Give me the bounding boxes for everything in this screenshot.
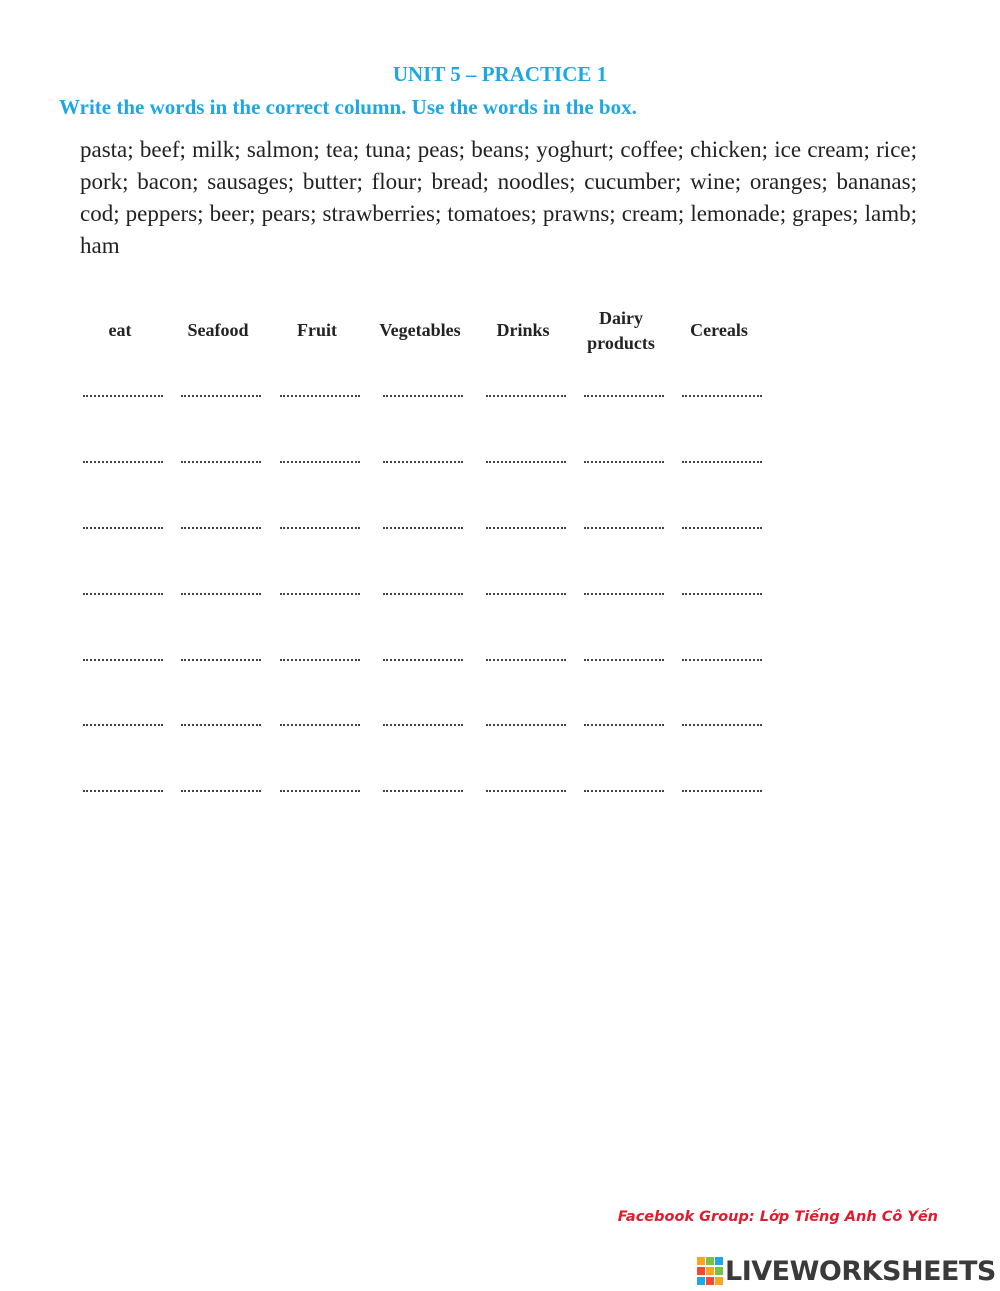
answer-blank[interactable]: [83, 657, 163, 661]
answer-blank[interactable]: [83, 393, 163, 397]
column-header-label: Fruit: [297, 320, 337, 340]
column-header-seafood: [163, 318, 273, 343]
column-header-label: Dairy: [599, 308, 643, 328]
answer-blank[interactable]: [280, 393, 360, 397]
answer-blank[interactable]: [181, 657, 261, 661]
answer-blank[interactable]: [584, 788, 664, 792]
answer-blank[interactable]: [584, 393, 664, 397]
answer-blank[interactable]: [181, 788, 261, 792]
liveworksheets-logo-icon: [697, 1257, 723, 1285]
answer-blank[interactable]: [682, 788, 762, 792]
column-header-cereals: [664, 318, 774, 343]
answer-blank[interactable]: [682, 657, 762, 661]
facebook-group-credit: Facebook Group: Lớp Tiếng Anh Cô Yến: [617, 1209, 938, 1225]
answer-blank[interactable]: [486, 591, 566, 595]
answer-blank[interactable]: [181, 525, 261, 529]
answer-blank[interactable]: [486, 788, 566, 792]
answer-blank[interactable]: [486, 722, 566, 726]
answer-blank[interactable]: [383, 722, 463, 726]
answer-blank[interactable]: [486, 393, 566, 397]
answer-blank[interactable]: [181, 722, 261, 726]
answer-blank[interactable]: [584, 525, 664, 529]
answer-blank[interactable]: [280, 657, 360, 661]
answer-blank[interactable]: [383, 525, 463, 529]
column-header-vegetables: [365, 318, 475, 343]
answer-blank[interactable]: [486, 657, 566, 661]
column-header-fruit: [262, 318, 372, 343]
column-header-label: Cereals: [690, 320, 748, 340]
answer-blank[interactable]: [181, 591, 261, 595]
liveworksheets-logo-text: LIVEWORKSHEETS: [725, 1255, 996, 1287]
answer-blank[interactable]: [383, 788, 463, 792]
answer-blank[interactable]: [83, 722, 163, 726]
answer-blank[interactable]: [682, 722, 762, 726]
answer-blank[interactable]: [83, 459, 163, 463]
answer-blank[interactable]: [383, 459, 463, 463]
column-header-label: Drinks: [496, 320, 550, 340]
answer-blank[interactable]: [682, 591, 762, 595]
answer-blank[interactable]: [280, 722, 360, 726]
column-header-label: Seafood: [187, 320, 249, 340]
answer-blank[interactable]: [486, 525, 566, 529]
answer-blank[interactable]: [280, 459, 360, 463]
worksheet-title: UNIT 5 – PRACTICE 1: [392, 62, 608, 86]
answer-blank[interactable]: [83, 591, 163, 595]
answer-blank[interactable]: [682, 525, 762, 529]
answer-blank[interactable]: [181, 459, 261, 463]
column-header-eat: [65, 318, 175, 343]
answer-blank[interactable]: [83, 525, 163, 529]
answer-blank[interactable]: [280, 525, 360, 529]
answer-blank[interactable]: [584, 591, 664, 595]
answer-blank[interactable]: [280, 788, 360, 792]
answer-blank[interactable]: [83, 788, 163, 792]
answer-blank[interactable]: [280, 591, 360, 595]
answer-blank[interactable]: [682, 393, 762, 397]
answer-blank[interactable]: [584, 657, 664, 661]
liveworksheets-logo: [697, 1255, 996, 1287]
answer-blank[interactable]: [383, 393, 463, 397]
column-header-label: Vegetables: [379, 320, 461, 340]
answer-blank[interactable]: [383, 657, 463, 661]
column-header-dairy: [566, 306, 676, 356]
answer-blank[interactable]: [181, 393, 261, 397]
answer-blank[interactable]: [486, 459, 566, 463]
word-box: pasta; beef; milk; salmon; tea; tuna; peas; beans; yoghurt; coffee; chicken; ice cream; rice; pork; bacon; sausages; butter; flour; bread; noodles; cucumber; wine; oranges; bananas; cod; peppers; beer; pears; strawberries; tomatoes; prawns; cream; lemonade; grapes; lamb; ham: [80, 137, 917, 258]
column-header-label-line2: products: [587, 333, 655, 353]
answer-blank[interactable]: [383, 591, 463, 595]
answer-blank[interactable]: [584, 722, 664, 726]
answer-blank[interactable]: [682, 459, 762, 463]
instruction-text: Write the words in the correct column. Use the words in the box.: [59, 95, 637, 119]
column-header-drinks: [468, 318, 578, 343]
answer-blank[interactable]: [584, 459, 664, 463]
column-header-label: eat: [108, 320, 132, 340]
